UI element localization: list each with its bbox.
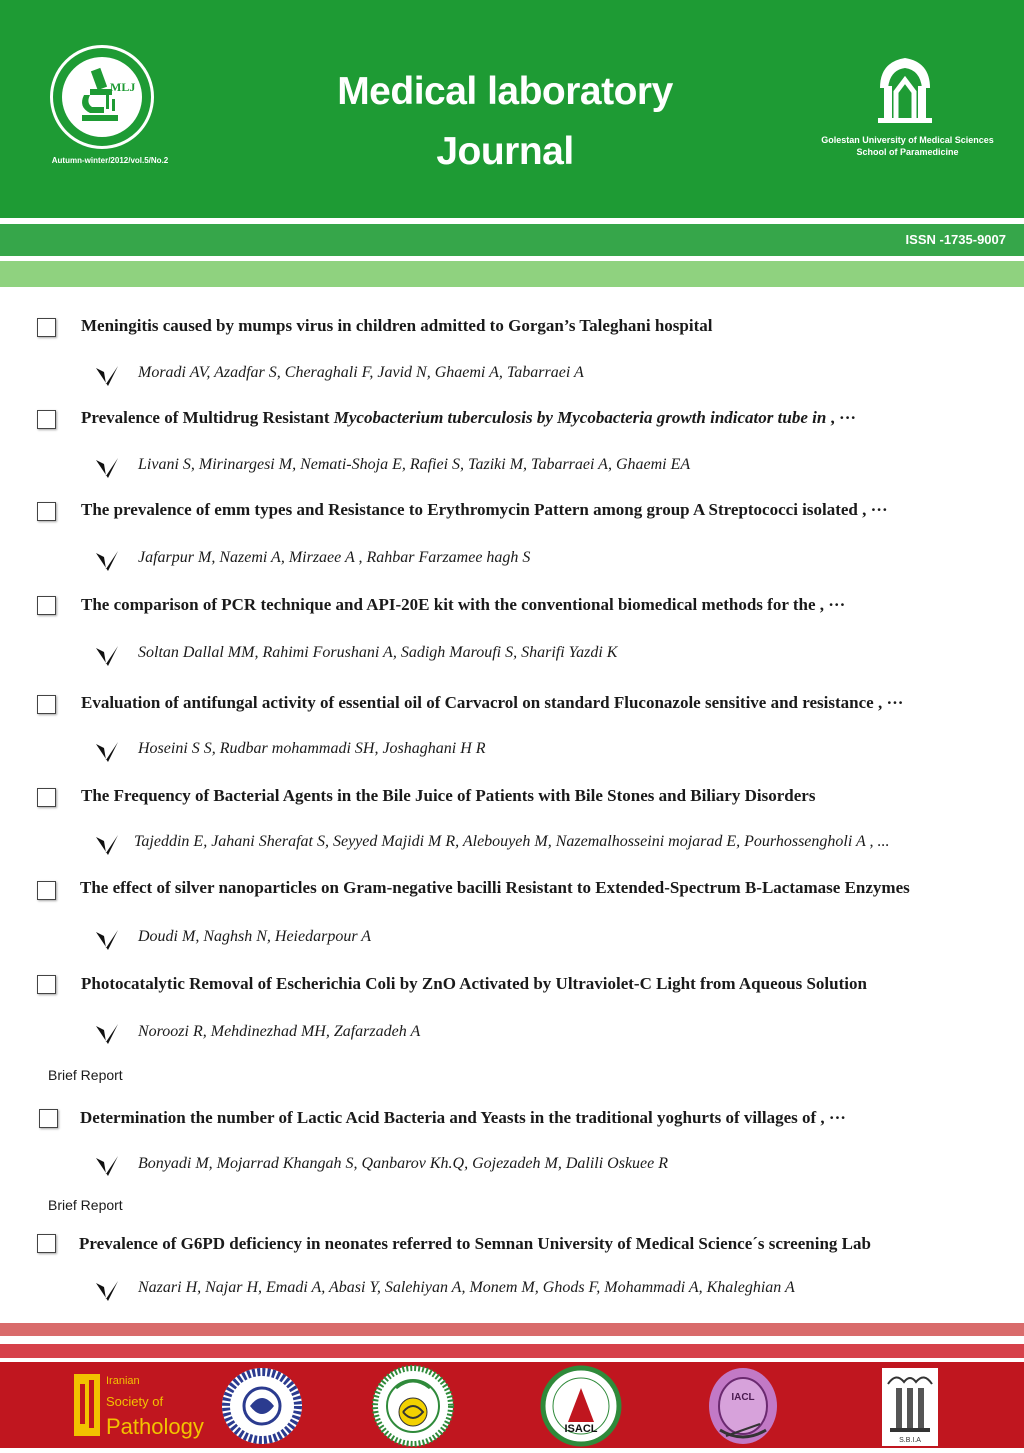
svg-text:Pathology: Pathology	[106, 1414, 204, 1439]
journal-logo	[50, 45, 154, 149]
article-authors: Tajeddin E, Jahani Sherafat S, Seyyed Majidi M R, Alebouyeh M, Nazemalhosseini mojarad E, Pourhossengholi A , ...	[134, 833, 890, 850]
article-authors: Soltan Dallal MM, Rahimi Forushani A, Sadigh Maroufi S, Sharifi Yazdi K	[138, 644, 618, 661]
section-label-brief-report: Brief Report	[48, 1197, 123, 1213]
svg-text:S.B.I.A: S.B.I.A	[899, 1437, 921, 1444]
article-checkbox[interactable]	[37, 695, 56, 714]
article-checkbox[interactable]	[37, 596, 56, 615]
journal-title-line1: Medical laboratory	[337, 70, 673, 113]
arrow-icon	[94, 831, 120, 857]
microbiology-society-logo	[370, 1364, 456, 1453]
article-title[interactable]: The effect of silver nanoparticles on Gram-negative bacilli Resistant to Extended-Spectrum B-Lactamase Enzymes	[80, 878, 910, 897]
arrow-icon	[94, 547, 120, 573]
svg-text:IACL: IACL	[731, 1392, 755, 1403]
issue-info: Autumn-winter/2012/vol.5/No.2	[51, 156, 169, 165]
parasitology-society-logo	[220, 1366, 304, 1451]
article-authors: Moradi AV, Azadfar S, Cheraghali F, Javid N, Ghaemi A, Tabarraei A	[138, 364, 584, 381]
footer-divider	[0, 1344, 1024, 1358]
iacl-logo	[706, 1366, 780, 1451]
isacl-emblem-icon	[538, 1364, 624, 1448]
arrow-icon	[94, 1277, 120, 1303]
article-authors: Livani S, Mirinargesi M, Nemati-Shoja E, Rafiei S, Taziki M, Tabarraei A, Ghaemi EA	[138, 456, 691, 473]
article-checkbox[interactable]	[39, 1109, 58, 1128]
article-checkbox[interactable]	[37, 881, 56, 900]
article-authors: Doudi M, Naghsh N, Heiedarpour A	[138, 928, 372, 945]
article-title[interactable]: Prevalence of Multidrug Resistant Mycobacterium tuberculosis by Mycobacteria growth indicator tube in , ···	[81, 408, 857, 427]
article-title[interactable]: The comparison of PCR technique and API-20E kit with the conventional biomedical methods for the , ···	[81, 595, 846, 614]
university-emblem-icon	[870, 52, 940, 124]
article-checkbox[interactable]	[37, 788, 56, 807]
arrow-icon	[94, 1020, 120, 1046]
journal-title	[320, 62, 690, 182]
parasitology-emblem-icon	[220, 1366, 304, 1446]
article-checkbox[interactable]	[37, 1234, 56, 1253]
article-authors: Noroozi R, Mehdinezhad MH, Zafarzadeh A	[138, 1023, 421, 1040]
article-authors: Jafarpur M, Nazemi A, Mirzaee A , Rahbar Farzamee hagh S	[138, 549, 531, 566]
university-name	[800, 134, 1015, 158]
microbiology-emblem-icon	[370, 1364, 456, 1448]
sbia-logo	[882, 1368, 938, 1451]
section-label-brief-report: Brief Report	[48, 1067, 123, 1083]
university-name-line1: Golestan University of Medical Sciences	[821, 135, 994, 145]
journal-header	[0, 0, 1024, 218]
iacl-emblem-icon	[706, 1366, 780, 1446]
arrow-icon	[94, 738, 120, 764]
article-checkbox[interactable]	[37, 502, 56, 521]
article-title[interactable]: Meningitis caused by mumps virus in children admitted to Gorgan’s Taleghani hospital	[81, 316, 713, 335]
issn-number: ISSN -1735-9007	[905, 232, 1006, 247]
article-checkbox[interactable]	[37, 975, 56, 994]
university-logo	[870, 52, 940, 124]
article-title[interactable]: The prevalence of emm types and Resistance to Erythromycin Pattern among group A Streptococci isolated , ···	[81, 500, 888, 519]
pathology-emblem-icon	[72, 1370, 204, 1440]
article-title[interactable]: The Frequency of Bacterial Agents in the Bile Juice of Patients with Bile Stones and Biliary Disorders	[81, 786, 816, 805]
university-name-line2: School of Paramedicine	[856, 147, 959, 157]
svg-text:Society of: Society of	[106, 1394, 164, 1409]
footer-divider	[0, 1323, 1024, 1336]
sponsor-footer	[0, 1362, 1024, 1448]
svg-text:MLJ: MLJ	[110, 80, 136, 94]
arrow-icon	[94, 926, 120, 952]
article-authors: Nazari H, Najar H, Emadi A, Abasi Y, Salehiyan A, Monem M, Ghods F, Mohammadi A, Khaleghian A	[138, 1279, 795, 1296]
article-title[interactable]: Prevalence of G6PD deficiency in neonates referred to Semnan University of Medical Science´s screening Lab	[79, 1234, 871, 1253]
microscope-icon	[60, 55, 144, 139]
arrow-icon	[94, 362, 120, 388]
arrow-icon	[94, 1152, 120, 1178]
journal-title-line2: Journal	[436, 130, 574, 173]
article-authors: Hoseini S S, Rudbar mohammadi SH, Joshaghani H R	[138, 740, 486, 757]
arrow-icon	[94, 454, 120, 480]
svg-text:Iranian: Iranian	[106, 1375, 140, 1387]
article-authors: Bonyadi M, Mojarrad Khangah S, Qanbarov Kh.Q, Gojezadeh M, Dalili Oskuee R	[138, 1155, 669, 1172]
article-title[interactable]: Determination the number of Lactic Acid Bacteria and Yeasts in the traditional yoghurts of villages of , ···	[80, 1108, 846, 1127]
sbia-emblem-icon	[882, 1368, 938, 1446]
article-title[interactable]: Photocatalytic Removal of Escherichia Coli by ZnO Activated by Ultraviolet-C Light from Aqueous Solution	[81, 974, 867, 993]
issn-strip	[0, 224, 1024, 256]
article-checkbox[interactable]	[37, 410, 56, 429]
header-divider	[0, 261, 1024, 287]
arrow-icon	[94, 642, 120, 668]
svg-text:ISACL: ISACL	[564, 1423, 598, 1435]
article-title[interactable]: Evaluation of antifungal activity of essential oil of Carvacrol on standard Fluconazole sensitive and resistance , ···	[81, 693, 904, 712]
isacl-logo	[538, 1364, 624, 1453]
pathology-society-logo	[72, 1370, 204, 1440]
article-checkbox[interactable]	[37, 318, 56, 337]
